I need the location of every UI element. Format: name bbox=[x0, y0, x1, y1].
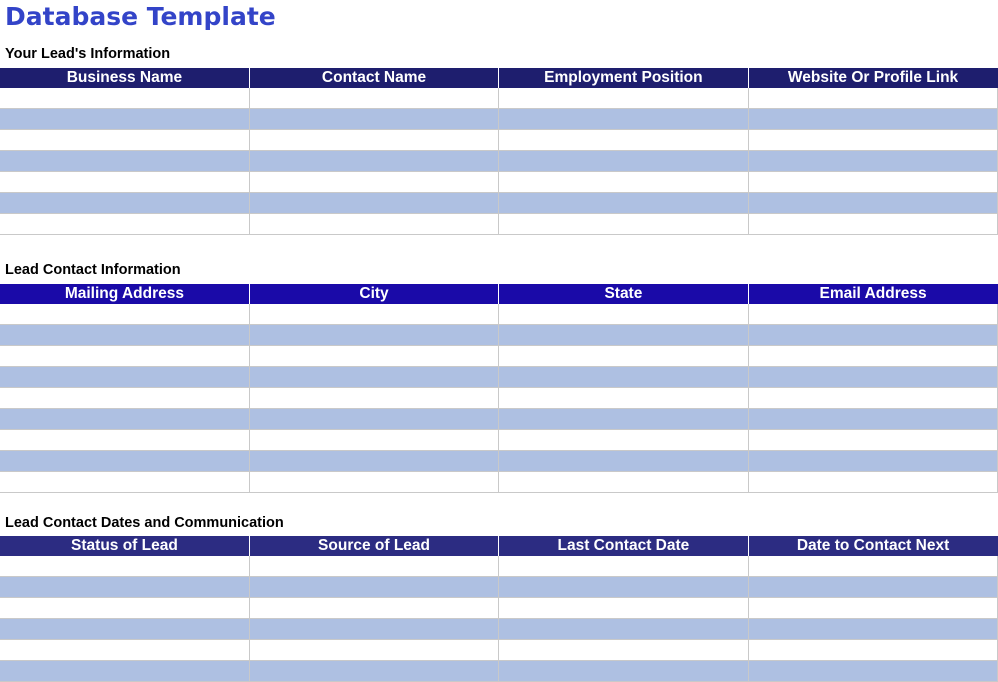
column-header-status-of-lead: Status of Lead bbox=[0, 536, 249, 556]
table-cell[interactable] bbox=[0, 388, 249, 409]
table-row bbox=[0, 88, 998, 109]
leads-information-table bbox=[0, 68, 998, 235]
table-cell[interactable] bbox=[748, 451, 997, 472]
table-cell[interactable] bbox=[0, 367, 249, 388]
table-cell[interactable] bbox=[0, 325, 249, 346]
column-header-last-contact-date: Last Contact Date bbox=[499, 536, 748, 556]
table-row bbox=[0, 640, 998, 661]
table-cell[interactable] bbox=[249, 346, 498, 367]
table-cell[interactable] bbox=[499, 409, 748, 430]
table-cell[interactable] bbox=[748, 577, 997, 598]
table-cell[interactable] bbox=[499, 598, 748, 619]
table-cell[interactable] bbox=[249, 430, 498, 451]
column-header-state: State bbox=[499, 284, 748, 304]
table-row bbox=[0, 214, 998, 235]
table-cell[interactable] bbox=[0, 556, 249, 577]
column-header-date-to-contact-next: Date to Contact Next bbox=[748, 536, 997, 556]
table-cell[interactable] bbox=[499, 193, 748, 214]
column-header-city: City bbox=[249, 284, 498, 304]
table-cell[interactable] bbox=[249, 130, 498, 151]
table-cell[interactable] bbox=[748, 472, 997, 493]
table-cell[interactable] bbox=[748, 640, 997, 661]
table-header-row bbox=[0, 68, 998, 88]
table-cell[interactable] bbox=[0, 661, 249, 682]
table-cell[interactable] bbox=[748, 388, 997, 409]
page-title: Database Template bbox=[5, 2, 276, 31]
table-row bbox=[0, 661, 998, 682]
table-row bbox=[0, 109, 998, 130]
table-cell[interactable] bbox=[249, 619, 498, 640]
table-cell[interactable] bbox=[748, 193, 997, 214]
table-cell[interactable] bbox=[499, 367, 748, 388]
table-cell[interactable] bbox=[748, 346, 997, 367]
section-title-lead-contact-dates: Lead Contact Dates and Communication bbox=[5, 515, 284, 531]
table-row bbox=[0, 304, 998, 325]
table-cell[interactable] bbox=[748, 430, 997, 451]
table-cell[interactable] bbox=[499, 619, 748, 640]
table-cell[interactable] bbox=[748, 598, 997, 619]
column-header-website-link: Website Or Profile Link bbox=[748, 68, 997, 88]
table-cell[interactable] bbox=[499, 109, 748, 130]
table-cell[interactable] bbox=[0, 130, 249, 151]
table-cell[interactable] bbox=[499, 172, 748, 193]
table-cell[interactable] bbox=[249, 193, 498, 214]
table-cell[interactable] bbox=[499, 640, 748, 661]
table-row bbox=[0, 619, 998, 640]
table-cell[interactable] bbox=[0, 430, 249, 451]
table-cell[interactable] bbox=[249, 88, 498, 109]
table-row bbox=[0, 577, 998, 598]
table-cell[interactable] bbox=[748, 409, 997, 430]
table-cell[interactable] bbox=[0, 193, 249, 214]
table-cell[interactable] bbox=[499, 88, 748, 109]
table-cell[interactable] bbox=[0, 619, 249, 640]
table-cell[interactable] bbox=[249, 109, 498, 130]
table-row bbox=[0, 172, 998, 193]
table-row bbox=[0, 556, 998, 577]
table-row bbox=[0, 388, 998, 409]
table-cell[interactable] bbox=[249, 640, 498, 661]
table-row bbox=[0, 325, 998, 346]
table-row bbox=[0, 430, 998, 451]
table-cell[interactable] bbox=[499, 346, 748, 367]
table-cell[interactable] bbox=[499, 577, 748, 598]
table-cell[interactable] bbox=[499, 388, 748, 409]
table-cell[interactable] bbox=[0, 640, 249, 661]
table-cell[interactable] bbox=[499, 472, 748, 493]
table-cell[interactable] bbox=[748, 214, 997, 235]
table-cell[interactable] bbox=[499, 130, 748, 151]
column-header-business-name: Business Name bbox=[0, 68, 249, 88]
table-cell[interactable] bbox=[249, 472, 498, 493]
table-cell[interactable] bbox=[249, 304, 498, 325]
table-cell[interactable] bbox=[249, 556, 498, 577]
table-cell[interactable] bbox=[748, 367, 997, 388]
table-cell[interactable] bbox=[499, 430, 748, 451]
table-cell[interactable] bbox=[0, 304, 249, 325]
table-cell[interactable] bbox=[748, 661, 997, 682]
table-row bbox=[0, 367, 998, 388]
column-header-employment-position: Employment Position bbox=[499, 68, 748, 88]
table-cell[interactable] bbox=[249, 598, 498, 619]
table-cell[interactable] bbox=[0, 409, 249, 430]
table-cell[interactable] bbox=[499, 214, 748, 235]
table-row bbox=[0, 598, 998, 619]
table-row bbox=[0, 193, 998, 214]
table-cell[interactable] bbox=[0, 346, 249, 367]
table-cell[interactable] bbox=[0, 151, 249, 172]
section-title-lead-contact-information: Lead Contact Information bbox=[5, 262, 181, 278]
table-header-row bbox=[0, 536, 998, 556]
lead-contact-dates-table bbox=[0, 536, 998, 682]
table-cell[interactable] bbox=[249, 325, 498, 346]
table-cell[interactable] bbox=[499, 661, 748, 682]
table-cell[interactable] bbox=[249, 661, 498, 682]
table-cell[interactable] bbox=[249, 388, 498, 409]
column-header-email-address: Email Address bbox=[748, 284, 997, 304]
table-cell[interactable] bbox=[0, 88, 249, 109]
table-cell[interactable] bbox=[748, 172, 997, 193]
table-row bbox=[0, 409, 998, 430]
table-cell[interactable] bbox=[748, 88, 997, 109]
table-cell[interactable] bbox=[748, 325, 997, 346]
table-header-row bbox=[0, 284, 998, 304]
table-cell[interactable] bbox=[748, 151, 997, 172]
table-cell[interactable] bbox=[249, 367, 498, 388]
table-cell[interactable] bbox=[249, 172, 498, 193]
table-cell[interactable] bbox=[0, 451, 249, 472]
table-cell[interactable] bbox=[748, 304, 997, 325]
table-row bbox=[0, 346, 998, 367]
table-row bbox=[0, 451, 998, 472]
table-cell[interactable] bbox=[249, 151, 498, 172]
table-cell[interactable] bbox=[499, 151, 748, 172]
table-cell[interactable] bbox=[249, 577, 498, 598]
table-cell[interactable] bbox=[499, 556, 748, 577]
table-cell[interactable] bbox=[0, 577, 249, 598]
table-cell[interactable] bbox=[748, 619, 997, 640]
section-title-leads-information: Your Lead's Information bbox=[5, 46, 171, 62]
lead-contact-information-table bbox=[0, 284, 998, 493]
table-cell[interactable] bbox=[499, 451, 748, 472]
table-cell[interactable] bbox=[499, 325, 748, 346]
table-cell[interactable] bbox=[0, 109, 249, 130]
table-cell[interactable] bbox=[748, 130, 997, 151]
table-row bbox=[0, 130, 998, 151]
column-header-mailing-address: Mailing Address bbox=[0, 284, 249, 304]
table-cell[interactable] bbox=[249, 409, 498, 430]
table-row bbox=[0, 151, 998, 172]
table-cell[interactable] bbox=[748, 556, 997, 577]
table-cell[interactable] bbox=[249, 214, 498, 235]
table-cell[interactable] bbox=[249, 451, 498, 472]
column-header-contact-name: Contact Name bbox=[249, 68, 498, 88]
table-cell[interactable] bbox=[0, 214, 249, 235]
table-row bbox=[0, 472, 998, 493]
table-cell[interactable] bbox=[499, 304, 748, 325]
table-cell[interactable] bbox=[0, 172, 249, 193]
column-header-source-of-lead: Source of Lead bbox=[249, 536, 498, 556]
table-cell[interactable] bbox=[0, 598, 249, 619]
table-cell[interactable] bbox=[0, 472, 249, 493]
table-cell[interactable] bbox=[748, 109, 997, 130]
